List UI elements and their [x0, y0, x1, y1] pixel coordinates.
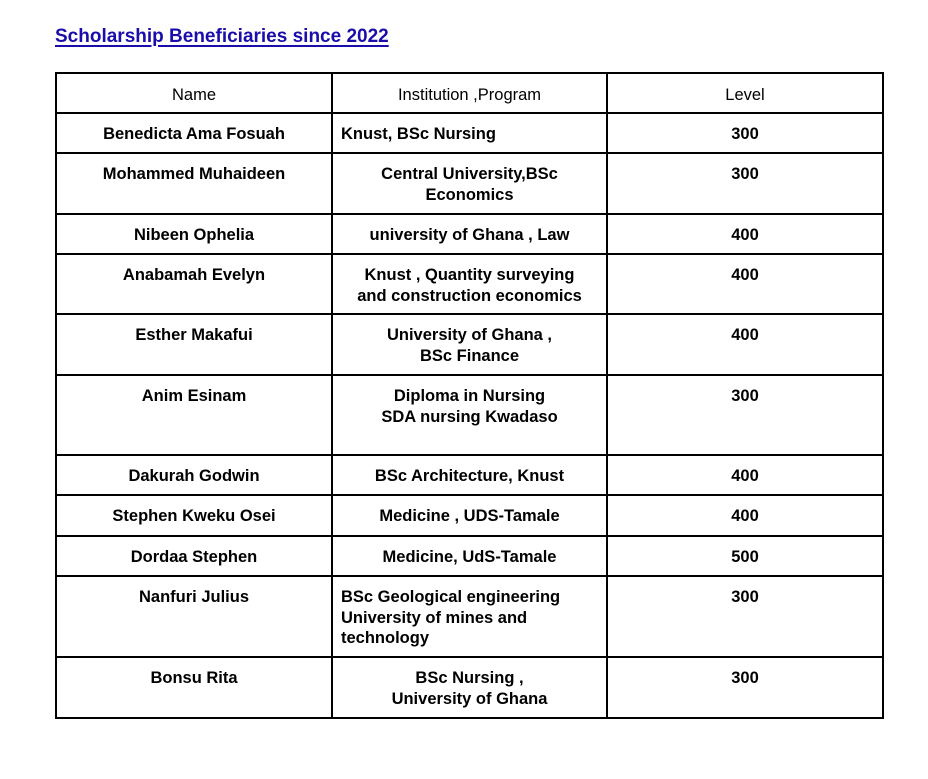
cell-name: Anabamah Evelyn [56, 254, 332, 314]
cell-level: 400 [607, 455, 883, 495]
cell-name: Esther Makafui [56, 314, 332, 375]
cell-institution-program: university of Ghana , Law [332, 214, 607, 254]
page-title[interactable]: Scholarship Beneficiaries since 2022 [55, 26, 389, 47]
table-row [56, 495, 883, 536]
table-header-row [56, 73, 883, 113]
cell-institution-program: BSc Geological engineering University of mines and technology [332, 576, 607, 657]
cell-institution-program: BSc Nursing , University of Ghana [332, 657, 607, 718]
cell-institution-program: Medicine, UdS-Tamale [332, 536, 607, 576]
cell-name: Dakurah Godwin [56, 455, 332, 495]
cell-level: 300 [607, 657, 883, 718]
cell-institution-program: Medicine , UDS-Tamale [332, 495, 607, 536]
table-row [56, 536, 883, 576]
cell-institution-program: University of Ghana , BSc Finance [332, 314, 607, 375]
cell-institution-program: Knust , Quantity surveying and construction economics [332, 254, 607, 314]
cell-level: 400 [607, 314, 883, 375]
table-row [56, 214, 883, 254]
table-row [56, 153, 883, 214]
cell-name: Dordaa Stephen [56, 536, 332, 576]
cell-name: Benedicta Ama Fosuah [56, 113, 332, 153]
cell-institution-program: Knust, BSc Nursing [332, 113, 607, 153]
cell-level: 400 [607, 254, 883, 314]
cell-level: 300 [607, 153, 883, 214]
header-name: Name [56, 73, 332, 113]
table-row [56, 375, 883, 455]
cell-level: 400 [607, 495, 883, 536]
cell-institution-program: Central University,BSc Economics [332, 153, 607, 214]
cell-level: 300 [607, 113, 883, 153]
cell-level: 300 [607, 375, 883, 455]
table-row [56, 254, 883, 314]
cell-level: 500 [607, 536, 883, 576]
table-row [56, 576, 883, 657]
table-row [56, 455, 883, 495]
table-row [56, 657, 883, 718]
cell-level: 300 [607, 576, 883, 657]
cell-name: Bonsu Rita [56, 657, 332, 718]
table-row [56, 314, 883, 375]
table-row [56, 113, 883, 153]
header-institution-program: Institution ,Program [332, 73, 607, 113]
header-level: Level [607, 73, 883, 113]
cell-name: Nibeen Ophelia [56, 214, 332, 254]
cell-name: Stephen Kweku Osei [56, 495, 332, 536]
cell-name: Anim Esinam [56, 375, 332, 455]
beneficiaries-table [55, 72, 884, 719]
cell-level: 400 [607, 214, 883, 254]
cell-name: Mohammed Muhaideen [56, 153, 332, 214]
cell-institution-program: BSc Architecture, Knust [332, 455, 607, 495]
cell-institution-program: Diploma in Nursing SDA nursing Kwadaso [332, 375, 607, 455]
cell-name: Nanfuri Julius [56, 576, 332, 657]
